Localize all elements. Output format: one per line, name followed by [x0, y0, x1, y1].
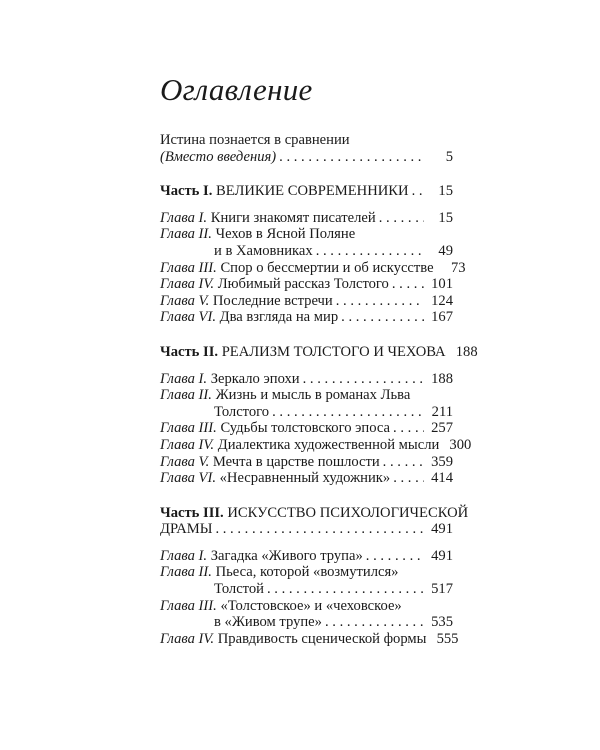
page-number: 535 [431, 614, 453, 631]
leader-dots [412, 183, 424, 200]
toc-chapter: Глава II. Пьеса, которой «возмутился» [160, 564, 399, 581]
toc-chapter: Глава V. Последние встречи . . . 124 [160, 293, 453, 310]
toc-chapter: Глава IV. Правдивость сценической формы 555 [160, 630, 459, 647]
leader-dots [341, 309, 424, 326]
page-number: 257 [431, 420, 453, 437]
leader-dots [316, 243, 424, 260]
toc-part-heading-cont: ДРАМЫ . . . 491 [160, 521, 453, 538]
leader-dots [393, 470, 424, 487]
toc-chapter-cont: и в Хамовниках . . . 49 [160, 243, 453, 260]
toc-chapter: Глава I. Зеркало эпохи . . . 188 [160, 371, 453, 388]
page-number: 491 [431, 547, 453, 564]
page-number: 555 [436, 630, 459, 647]
page-number: 359 [431, 453, 453, 470]
leader-dots [267, 581, 424, 598]
page-number: 101 [431, 276, 453, 293]
toc-chapter: Глава II. Чехов в Ясной Поляне [160, 226, 356, 243]
toc-chapter: Глава III. Судьбы толстовского эпоса . . . 257 [160, 420, 453, 437]
toc-chapter-cont: Толстого . . . 211 [160, 404, 453, 421]
toc-part-heading: Часть II. РЕАЛИЗМ ТОЛСТОГО И ЧЕХОВА 188 [160, 343, 478, 360]
toc-chapter: Глава III. Спор о бессмертии и об искусстве 73 [160, 259, 466, 276]
toc-part-heading: Часть I. ВЕЛИКИЕ СОВРЕМЕННИКИ . . . 15 [160, 183, 453, 200]
page-number: 211 [431, 403, 453, 420]
toc-chapter: Глава IV. Любимый рассказ Толстого . . . 101 [160, 276, 453, 293]
page-number: 73 [450, 259, 466, 276]
toc-chapter-cont: Толстой . . . 517 [160, 581, 453, 598]
toc-chapter: Глава I. Загадка «Живого трупа» . . . 491 [160, 548, 453, 565]
leader-dots [336, 293, 424, 310]
page-number: 49 [438, 242, 453, 259]
leader-dots [392, 276, 424, 293]
table-of-contents [160, 132, 478, 647]
page-number: 167 [431, 309, 453, 326]
toc-part-heading: Часть III. ИСКУССТВО ПСИХОЛОГИЧЕСКОЙ [160, 504, 469, 521]
toc-chapter: Глава VI. «Несравненный художник» . . . 414 [160, 470, 453, 487]
leader-dots [383, 454, 424, 471]
page-number: 300 [449, 436, 472, 453]
toc-chapter: Глава I. Книги знакомят писателей . . . 15 [160, 210, 453, 227]
toc-chapter: Глава IV. Диалектика художественной мысли 300 [160, 436, 472, 453]
leader-dots [272, 404, 424, 421]
leader-dots [325, 614, 424, 631]
page-number: 5 [445, 148, 453, 165]
leader-dots [366, 548, 424, 565]
toc-intro-line2: (Вместо введения) . . . 5 [160, 149, 453, 166]
toc-intro-line1: Истина познается в сравнении [160, 132, 350, 148]
page-number: 124 [431, 292, 453, 309]
toc-chapter: Глава V. Мечта в царстве пошлости . . . 359 [160, 454, 453, 471]
toc-chapter: Глава II. Жизнь и мысль в романах Льва [160, 387, 411, 404]
page-number: 15 [438, 183, 453, 200]
page-number: 15 [438, 209, 453, 226]
toc-chapter-cont: в «Живом трупе» . . . 535 [160, 614, 453, 631]
page-number: 188 [431, 370, 453, 387]
leader-dots [393, 420, 424, 437]
page-number: 414 [431, 470, 453, 487]
leader-dots [303, 371, 424, 388]
page-number: 517 [431, 581, 453, 598]
page-title: Оглавление [160, 72, 313, 107]
leader-dots [279, 149, 424, 166]
page-number: 491 [431, 521, 453, 538]
toc-chapter: Глава VI. Два взгляда на мир . . . 167 [160, 309, 453, 326]
leader-dots [215, 521, 424, 538]
leader-dots [379, 210, 424, 227]
toc-chapter: Глава III. «Толстовское» и «чеховское» [160, 597, 402, 614]
page-number: 188 [455, 343, 478, 360]
